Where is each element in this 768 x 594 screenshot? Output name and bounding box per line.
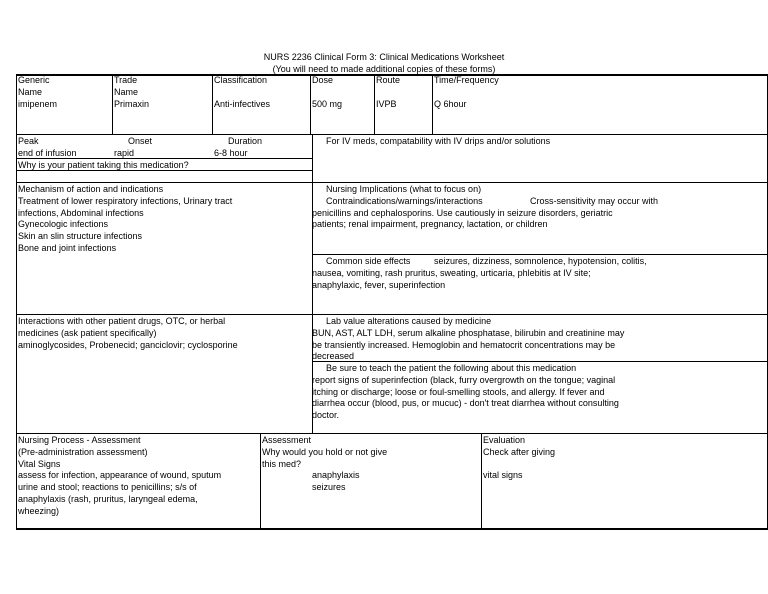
generic-label: Generic — [18, 75, 50, 85]
lab-values-section — [312, 316, 767, 363]
evaluation-sublabel: Check after giving — [483, 446, 556, 457]
evaluation-section — [483, 435, 765, 482]
generic-label-line2: Name — [18, 86, 43, 97]
side-effects-value: seizures, dizziness, somnolence, hypotension, colitis, — [434, 256, 647, 266]
frequency-value: Q 6hour — [434, 98, 467, 109]
onset-value: rapid — [114, 148, 135, 158]
nursing-process-section — [18, 435, 258, 518]
assessment-section — [262, 435, 480, 494]
side-effects-label: Common side effects — [326, 256, 411, 266]
classification-value: Anti-infectives — [214, 98, 271, 109]
patient-teaching-line: report signs of superinfection (black, furry overgrowth on the tongue; vaginal — [312, 374, 616, 385]
route-label: Route — [376, 75, 401, 85]
dose-cell — [312, 75, 342, 110]
mechanism-line: Gynecologic infections — [18, 219, 109, 230]
duration-value: 6-8 hour — [214, 148, 248, 158]
assessment-value: seizures — [312, 482, 346, 493]
frequency-cell — [434, 75, 499, 110]
classification-label: Classification — [214, 75, 268, 85]
generic-value: imipenem — [18, 98, 58, 109]
patient-teaching-line: itching or discharge; loose or foul-smelling stools, and allergy. If fever and — [312, 386, 605, 397]
patient-teaching-label: Be sure to teach the patient the following about this medication — [326, 363, 577, 373]
nursing-implications-label: Nursing Implications (what to focus on) — [326, 184, 482, 194]
dose-label: Dose — [312, 75, 334, 85]
nursing-process-label: Nursing Process - Assessment — [18, 435, 141, 445]
peak-value: end of infusion — [18, 148, 77, 158]
evaluation-value: vital signs — [483, 470, 523, 481]
nursing-process-line: wheezing) — [18, 505, 60, 516]
vital-signs-label: Vital Signs — [18, 458, 61, 469]
iv-compatibility-label: For IV meds, compatability with IV drips and/or solutions — [326, 136, 551, 146]
mechanism-line: infections, Abdominal infections — [18, 207, 144, 218]
onset-label: Onset — [128, 136, 153, 146]
trade-name-cell — [114, 75, 149, 110]
why-taking-label: Why is your patient taking this medication? — [18, 160, 189, 170]
assessment-label: Assessment — [262, 435, 312, 445]
patient-teaching-line: doctor. — [312, 410, 340, 421]
assessment-value: anaphylaxis — [312, 470, 360, 481]
duration-label: Duration — [228, 136, 263, 146]
trade-label: Trade — [114, 75, 138, 85]
interactions-value: aminoglycosides, Probenecid; ganciclovir; cyclosporine — [18, 339, 238, 350]
nursing-process-line: anaphylaxis (rash, pruritus, laryngeal edema, — [18, 493, 198, 504]
peak-label: Peak — [18, 136, 39, 146]
contraindications-label: Contraindications/warnings/interactions — [326, 195, 483, 206]
generic-name-cell — [18, 75, 57, 110]
mechanism-line: Treatment of lower respiratory infections, Urinary tract — [18, 195, 233, 206]
patient-teaching-line: diarrhea occur (blood, pus, or mucuc) - don't treat diarrhea without consulting — [312, 398, 619, 409]
evaluation-label: Evaluation — [483, 435, 526, 445]
trade-value: Primaxin — [114, 98, 150, 109]
interactions-label: Interactions with other patient drugs, OTC, or herbal — [18, 316, 226, 326]
nursing-process-line: assess for infection, appearance of wound, sputum — [18, 470, 222, 481]
lab-values-line: BUN, AST, ALT LDH, serum alkaline phosphatase, bilirubin and creatinine may — [312, 327, 625, 338]
interactions-label-line2: medicines (ask patient specifically) — [18, 327, 157, 338]
side-effects-line: nausea, vomiting, rash pruritus, sweating, urticaria, phlebitis at IV site; — [312, 267, 591, 278]
side-effects-line: anaphylaxic, fever, superinfection — [312, 279, 446, 290]
nursing-implications-line: penicillins and cephalosporins. Use cautiously in seizure disorders, geriatric — [312, 207, 613, 218]
nursing-implications-section — [312, 184, 767, 231]
nursing-implications-line: patients; renal impairment, pregnancy, lactation, or children — [312, 219, 548, 230]
mechanism-line: Skin an slin structure infections — [18, 231, 143, 242]
mechanism-line: Bone and joint infections — [18, 242, 117, 253]
nursing-process-line: urine and stool; reactions to penicillins; s/s of — [18, 482, 197, 493]
classification-cell — [214, 75, 270, 110]
assessment-question-line2: this med? — [262, 458, 302, 469]
route-value: IVPB — [376, 98, 397, 109]
side-effects-section — [312, 256, 767, 291]
lab-values-line: decreased — [312, 351, 355, 362]
route-cell — [376, 75, 400, 110]
assessment-question: Why would you hold or not give — [262, 446, 388, 457]
interactions-section — [18, 316, 310, 351]
lab-values-label: Lab value alterations caused by medicine — [326, 316, 492, 326]
mechanism-section — [18, 184, 310, 255]
patient-teaching-section — [312, 363, 767, 422]
frequency-label: Time/Frequency — [434, 75, 499, 85]
mechanism-label: Mechanism of action and indications — [18, 184, 164, 194]
dose-value: 500 mg — [312, 98, 343, 109]
trade-label-line2: Name — [114, 86, 139, 97]
form-subtitle: (You will need to made additional copies of these forms) — [272, 64, 496, 74]
nursing-process-sublabel: (Pre-administration assessment) — [18, 446, 148, 457]
contraindications-value: Cross-sensitivity may occur with — [530, 195, 659, 206]
lab-values-line: be transiently increased. Hemoglobin and hematocrit concentrations may be — [312, 339, 616, 350]
form-title: NURS 2236 Clinical Form 3: Clinical Medications Worksheet — [263, 52, 505, 62]
